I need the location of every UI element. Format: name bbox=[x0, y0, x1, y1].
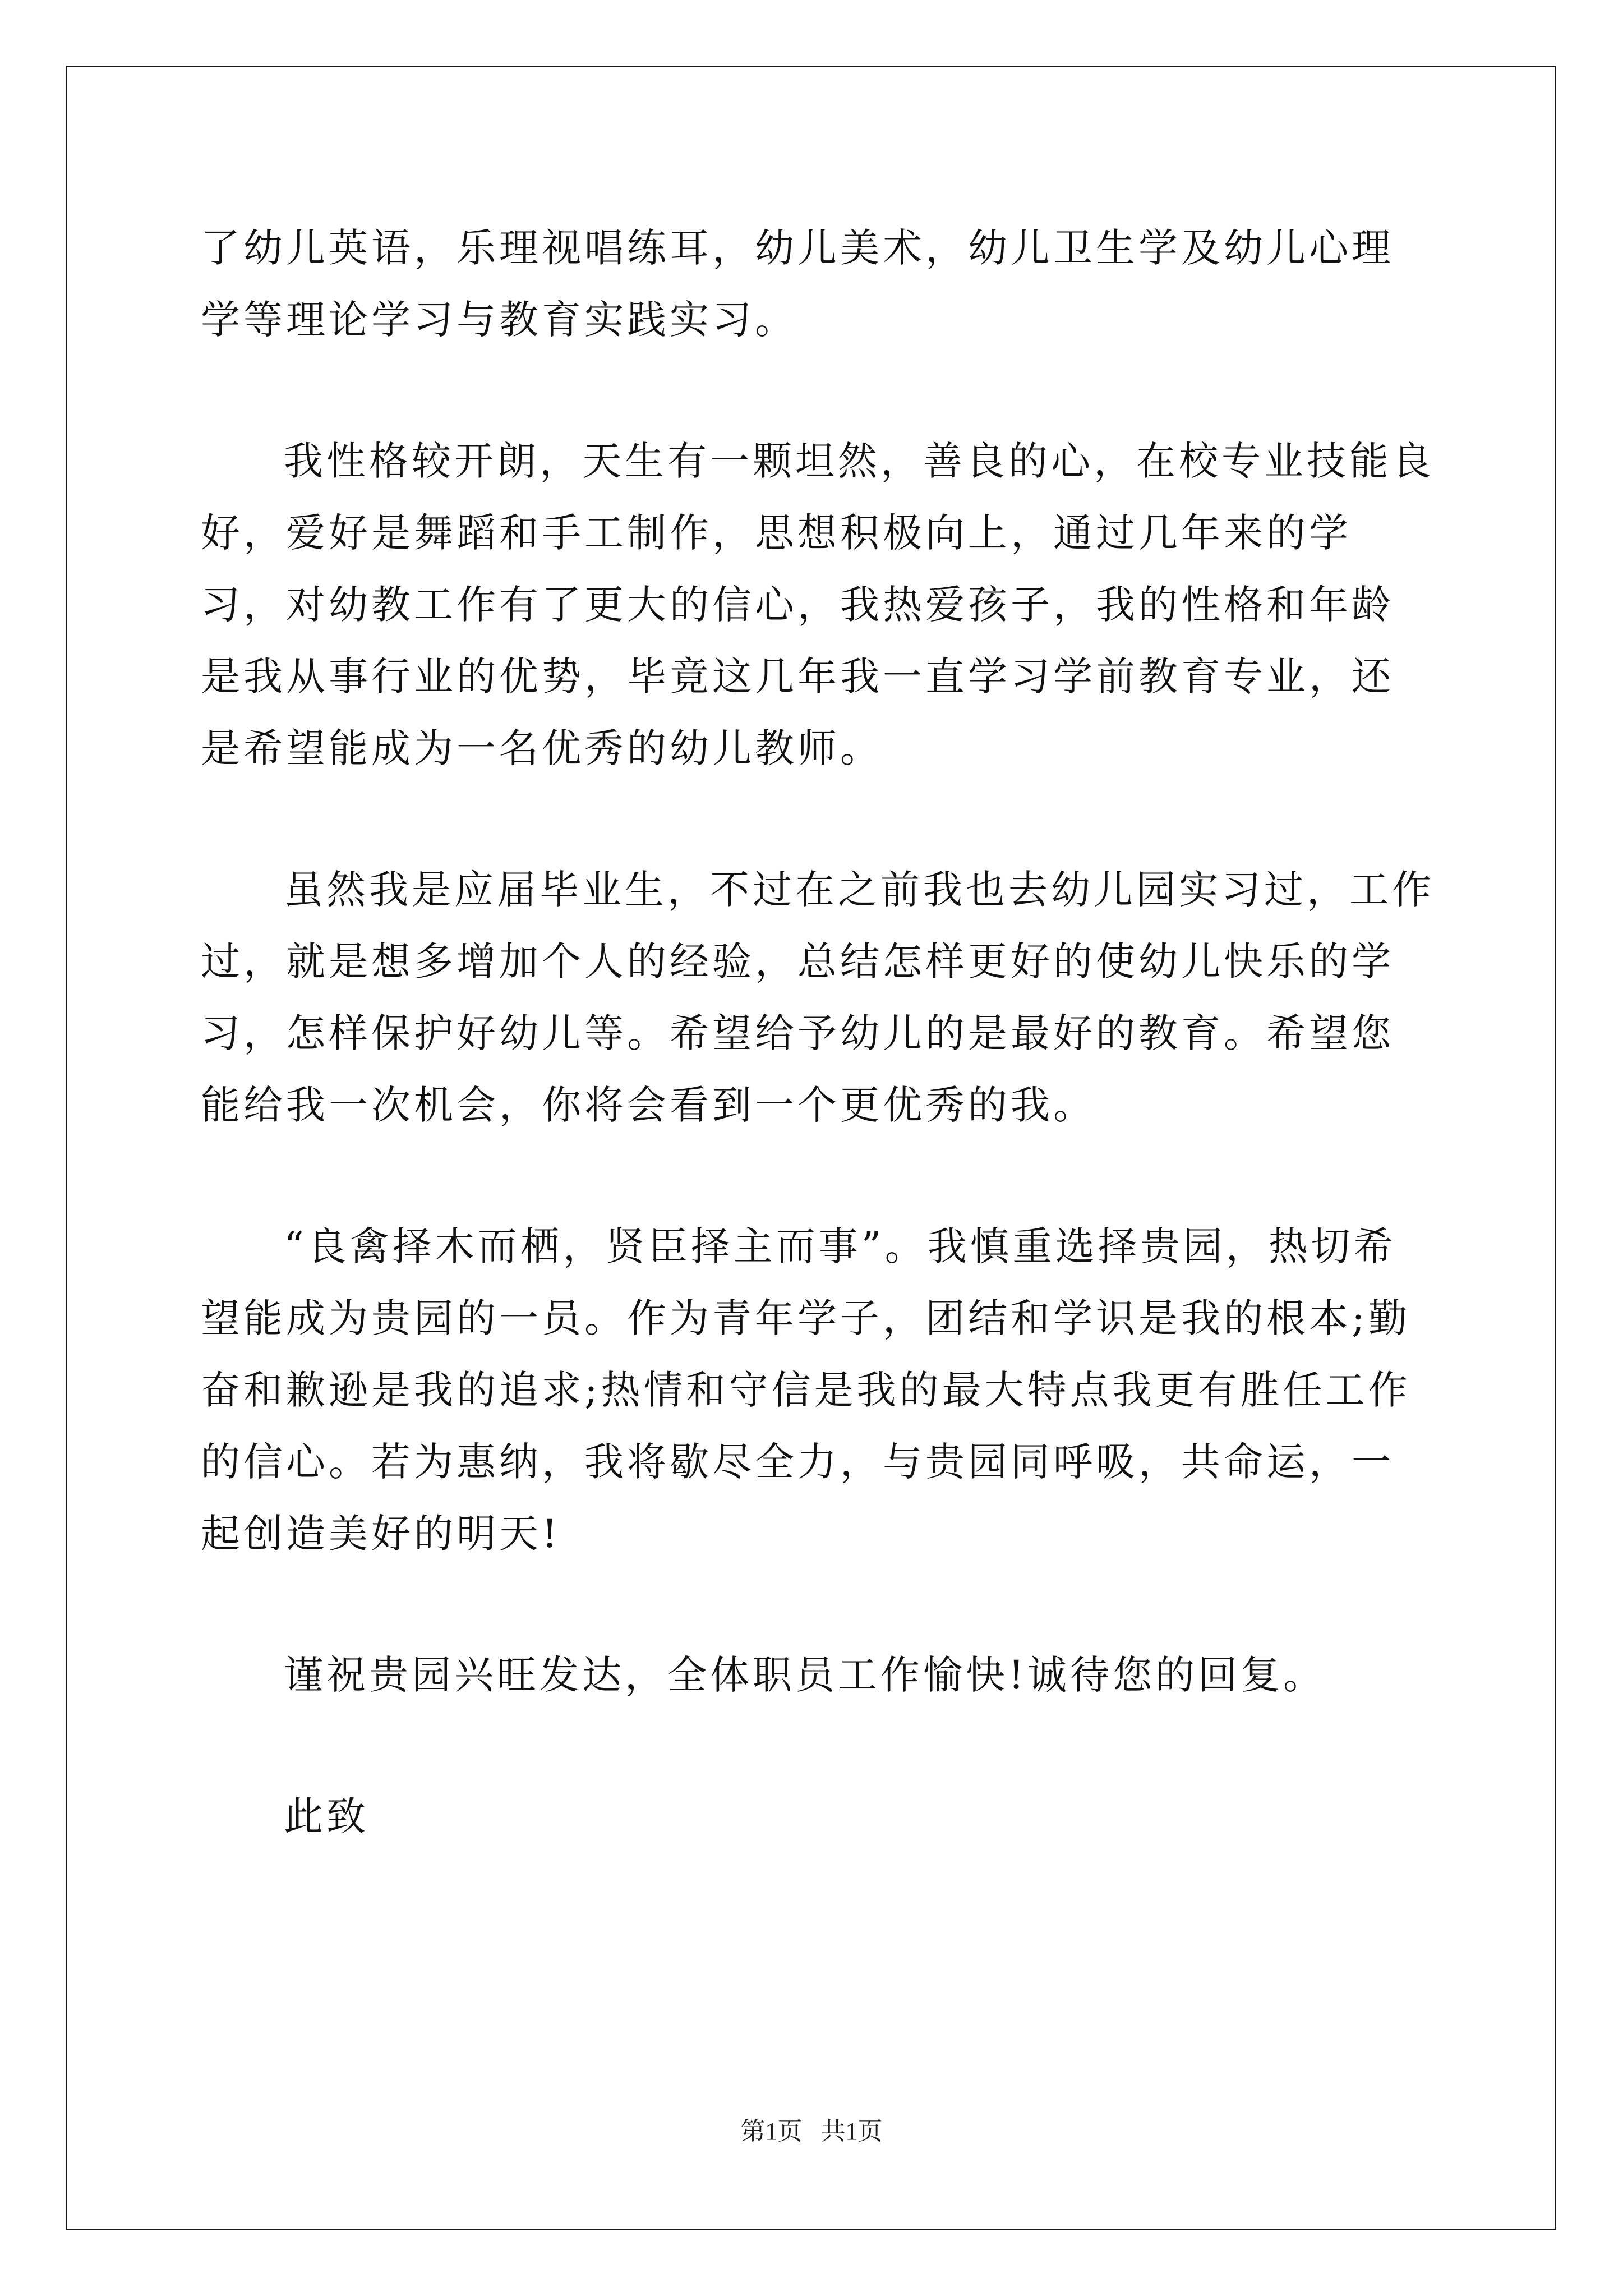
paragraph-1: 了幼儿英语，乐理视唱练耳，幼儿美术，幼儿卫生学及幼儿心理学等理论学习与教育实践实习。 bbox=[201, 225, 1394, 343]
document-body bbox=[201, 212, 1435, 1852]
page-number-footer: 第1页 共1页 bbox=[740, 2118, 883, 2145]
paragraph-5: 谨祝贵园兴旺发达，全体职员工作愉快!诚待您的回复。 bbox=[284, 1652, 1326, 1698]
paragraph-4: “良禽择木而栖，贤臣择主而事”。我慎重选择贵园，热切希望能成为贵园的一员。作为青年学子，团结和学识是我的根本;勤奋和歉逊是我的追求;热情和守信是我的最大特点我更有胜任工作的信心。若为惠纳，我将歇尽全力，与贵园同呼吸，共命运，一起创造美好的明天! bbox=[201, 1223, 1411, 1557]
paragraph-6: 此致 bbox=[284, 1793, 369, 1839]
paragraph-2: 我性格较开朗，天生有一颗坦然，善良的心，在校专业技能良好，爱好是舞蹈和手工制作，思想积极向上，通过几年来的学习，对幼教工作有了更大的信心，我热爱孩子，我的性格和年龄是我从事行业的优势，毕竟这几年我一直学习学前教育专业，还是希望能成为一名优秀的幼儿教师。 bbox=[201, 438, 1435, 771]
paragraph-3: 虽然我是应届毕业生，不过在之前我也去幼儿园实习过，工作过，就是想多增加个人的经验，总结怎样更好的使幼儿快乐的学习，怎样保护好幼儿等。希望给予幼儿的是最好的教育。希望您能给我一次机会，你将会看到一个更优秀的我。 bbox=[201, 867, 1435, 1128]
